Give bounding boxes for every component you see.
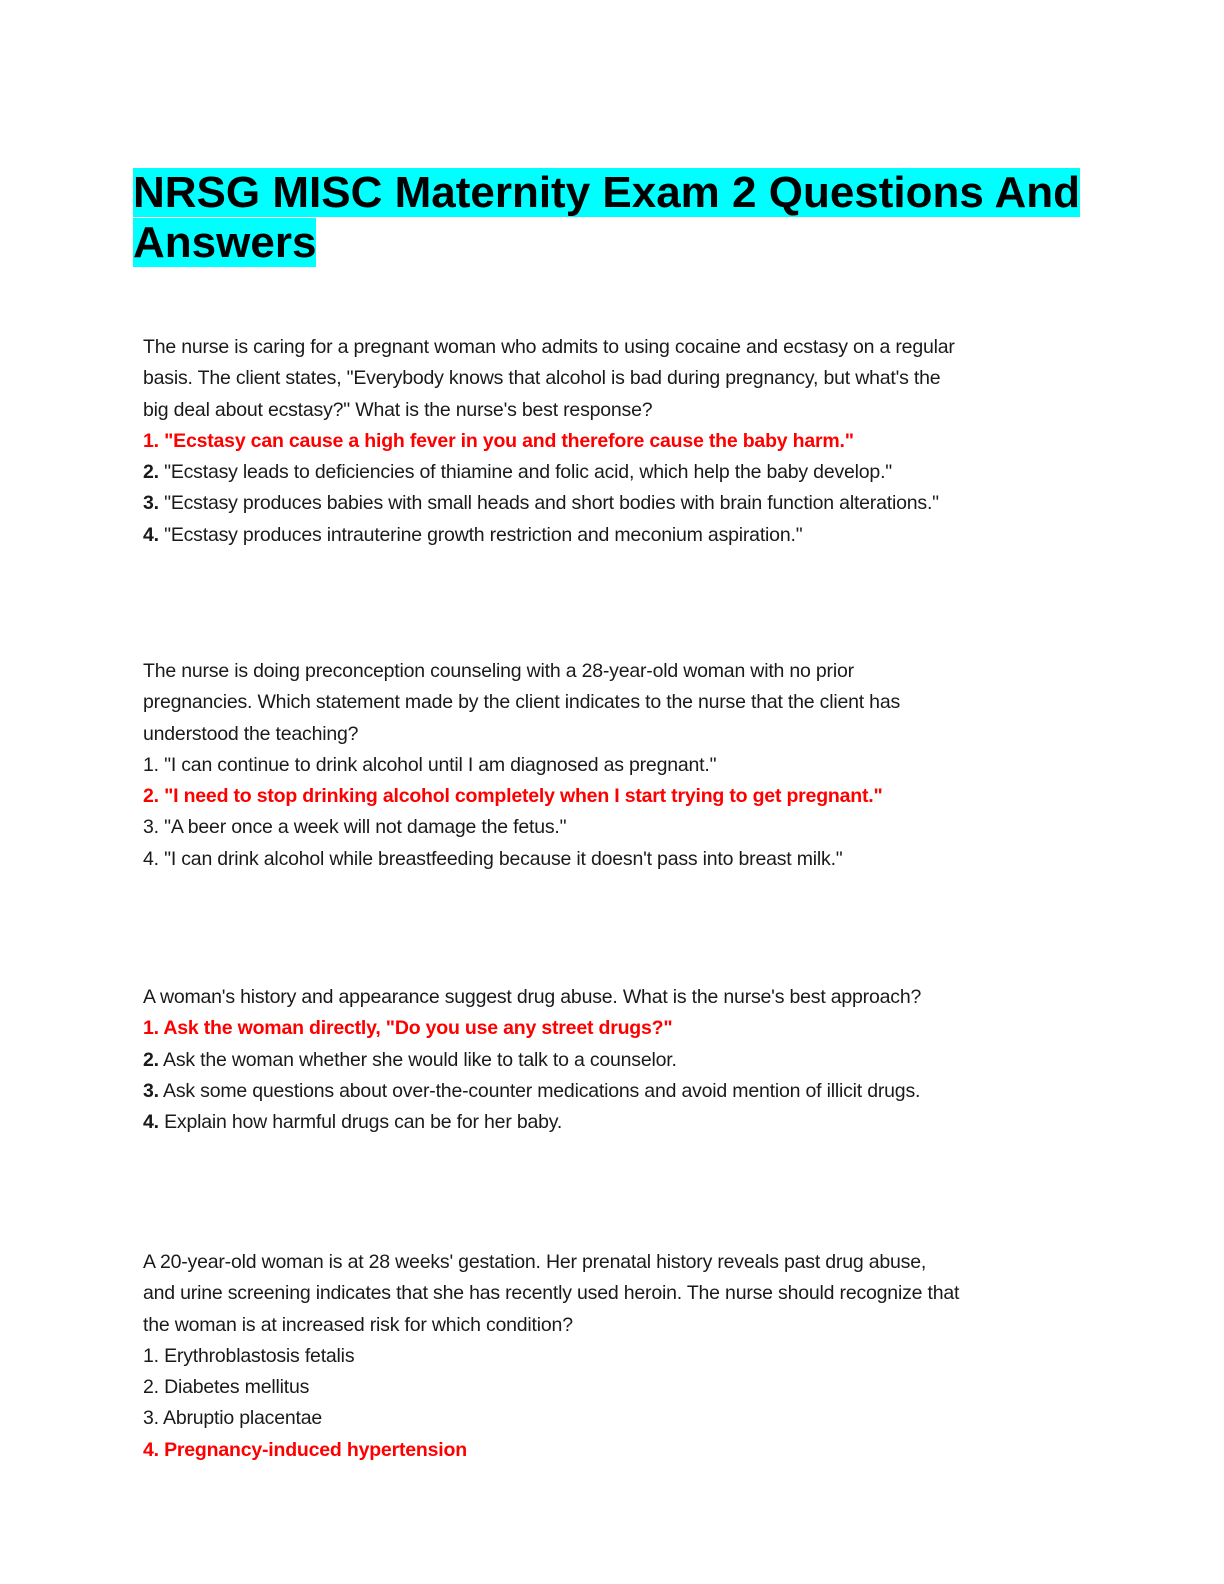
option-number: 1. [143,1017,159,1040]
option-text: Abruptio placentae [158,1407,323,1430]
option-number: 1. [143,1344,159,1367]
option-number: 1. [143,753,159,776]
option-text: "A beer once a week will not damage the fetus." [158,816,567,839]
answer-option-correct [143,1435,1103,1466]
option-text: "Ecstasy produces babies with small heads and short bodies with brain function alterations." [158,492,939,515]
answer-option-correct [143,1013,1103,1044]
option-text: Ask the woman directly, "Do you use any street drugs?" [158,1017,673,1040]
answer-option [143,750,1103,781]
answer-option [143,520,1103,551]
option-number: 4. [143,1438,159,1461]
option-text: "I can continue to drink alcohol until I am diagnosed as pregnant." [158,753,717,776]
option-text: "Ecstasy produces intrauterine growth restriction and meconium aspiration." [158,523,803,546]
question-stem-line: A 20-year-old woman is at 28 weeks' gestation. Her prenatal history reveals past drug abuse, [143,1251,927,1273]
option-text: Ask some questions about over-the-counter medications and avoid mention of illicit drugs. [158,1079,921,1102]
answer-option-correct [143,781,1103,812]
option-text: Pregnancy-induced hypertension [158,1438,467,1461]
question-block [143,982,1103,1138]
option-number: 2. [143,461,159,484]
question-stem-line: pregnancies. Which statement made by the client indicates to the nurse that the client has [143,691,901,714]
answer-option [143,1045,1103,1076]
question-stem-line: and urine screening indicates that she has recently used heroin. The nurse should recognize that [143,1282,960,1305]
title-line-2: Answers [133,218,317,267]
question-stem-line: The nurse is caring for a pregnant woman who admits to using cocaine and ecstasy on a regular [143,336,955,358]
answer-option [143,844,1103,875]
option-number: 4. [143,1111,159,1134]
option-text: "I need to stop drinking alcohol completely when I start trying to get pregnant." [158,785,883,808]
answer-option [143,1372,1103,1403]
question-stem-line: A woman's history and appearance suggest drug abuse. What is the nurse's best approach? [143,986,922,1008]
question-stem-line: big deal about ecstasy?" What is the nurse's best response? [143,398,653,421]
option-number: 3. [143,1079,159,1102]
question-block [143,1247,1103,1466]
option-number: 2. [143,1376,159,1399]
question-stem-line: understood the teaching? [143,722,359,745]
option-number: 4. [143,847,159,870]
option-text: "Ecstasy leads to deficiencies of thiamine and folic acid, which help the baby develop." [158,461,893,484]
option-number: 2. [143,785,159,808]
option-number: 2. [143,1048,159,1071]
option-number: 1. [143,429,159,452]
answer-option [143,1403,1103,1434]
question-stem-line: the woman is at increased risk for which condition? [143,1313,573,1336]
answer-option [143,1341,1103,1372]
answer-option [143,457,1103,488]
question-stem-line: basis. The client states, "Everybody knows that alcohol is bad during pregnancy, but what's the [143,367,941,390]
option-number: 4. [143,523,159,546]
answer-option [143,1076,1103,1107]
option-text: Erythroblastosis fetalis [158,1344,355,1367]
option-text: Diabetes mellitus [158,1376,310,1399]
question-block [143,332,1103,551]
title-line-1: NRSG MISC Maternity Exam 2 Questions And [133,168,1080,217]
option-text: "I can drink alcohol while breastfeeding because it doesn't pass into breast milk." [158,847,843,870]
document-title [133,168,1093,268]
answer-option [143,812,1103,843]
option-number: 3. [143,492,159,515]
question-stem-line: The nurse is doing preconception counseling with a 28-year-old woman with no prior [143,660,854,682]
answer-option [143,1107,1103,1138]
answer-option [143,488,1103,519]
answer-option-correct [143,426,1103,457]
option-text: Explain how harmful drugs can be for her baby. [158,1111,563,1134]
option-text: "Ecstasy can cause a high fever in you and therefore cause the baby harm." [158,429,854,452]
option-text: Ask the woman whether she would like to talk to a counselor. [158,1048,677,1071]
option-number: 3. [143,816,159,839]
question-block [143,656,1103,875]
option-number: 3. [143,1407,159,1430]
